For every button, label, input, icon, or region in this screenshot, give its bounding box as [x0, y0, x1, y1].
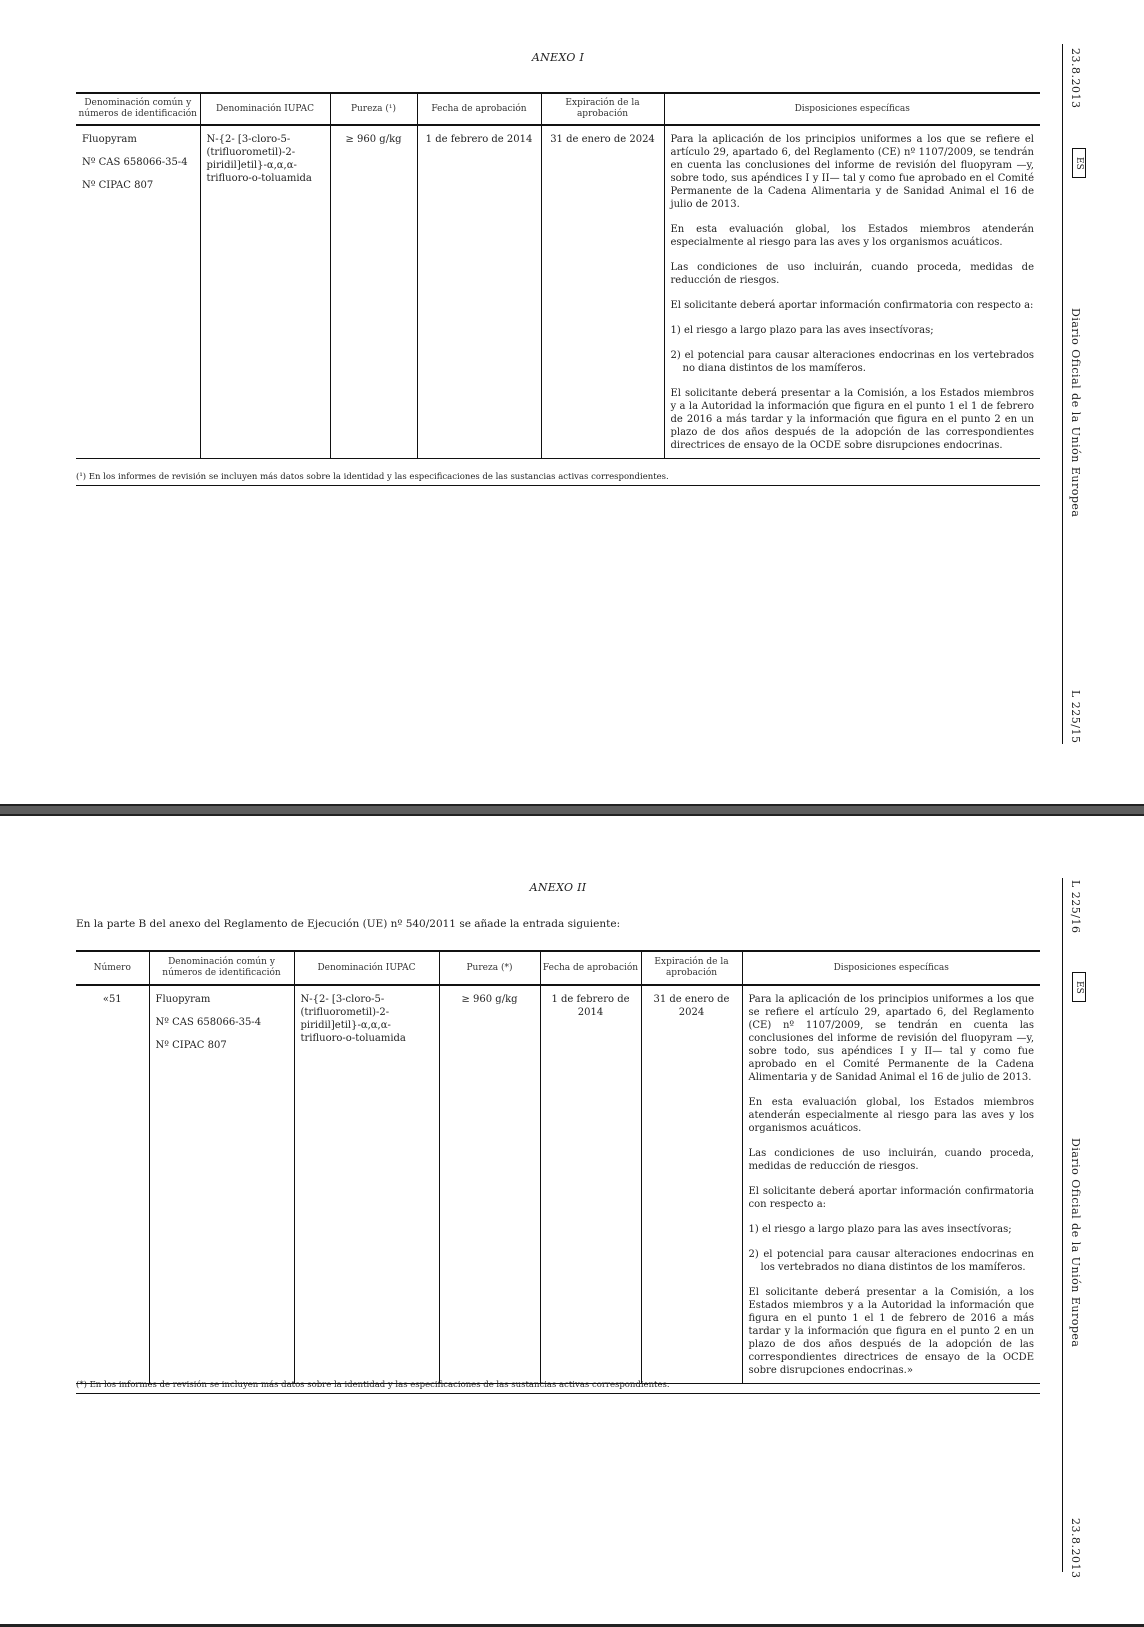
- language-badge: ES: [1072, 148, 1086, 178]
- substance-name: Fluopyram: [155, 994, 211, 1005]
- col-header-name: Denominación común y números de identificación: [149, 951, 294, 985]
- page-number: L 225/15: [1069, 690, 1082, 744]
- margin-rule: [1062, 44, 1063, 744]
- col-header-purity: Pureza (¹): [330, 93, 417, 125]
- cell-identification: [149, 985, 294, 1384]
- col-header-approval: Fecha de aprobación: [417, 93, 541, 125]
- margin-rule: [1062, 878, 1063, 1572]
- cell-iupac: N-{2- [3-cloro-5-(trifluorometil)-2-piridil]etil}-α,α,α-trifluoro-o-toluamida: [294, 985, 439, 1384]
- footnote: (¹) En los informes de revisión se incluyen más datos sobre la identidad y las especificaciones de las sustancias activas correspondientes.: [76, 468, 1040, 486]
- journal-title: Diario Oficial de la Unión Europea: [1069, 308, 1082, 518]
- provision-paragraph: El solicitante deberá aportar información confirmatoria con respecto a:: [748, 1186, 1034, 1210]
- cell-approval-date: 1 de febrero de 2014: [417, 125, 541, 459]
- table-header-row: [76, 93, 1040, 125]
- annex-table: [76, 950, 1040, 1384]
- cell-purity: ≥ 960 g/kg: [439, 985, 540, 1384]
- side-date: 23.8.2013: [1069, 48, 1082, 109]
- cipac-number: Nº CIPAC 807: [82, 180, 154, 191]
- provision-list-item: 1) el riesgo a largo plazo para las aves insectívoras;: [748, 1224, 1012, 1235]
- provision-paragraph: En esta evaluación global, los Estados miembros atenderán especialmente al riesgo para las aves y los organismos acuáticos.: [670, 224, 1034, 248]
- provision-list-item: 1) el riesgo a largo plazo para las aves insectívoras;: [670, 325, 934, 336]
- provision-list-item: 2) el potencial para causar alteraciones endocrinas en los vertebrados no diana distintos de los mamíferos.: [670, 350, 1034, 374]
- annex-table: [76, 92, 1040, 459]
- cell-provisions: [742, 985, 1040, 1384]
- col-header-purity: Pureza (*): [439, 951, 540, 985]
- col-header-expiry: Expiración de la aprobación: [541, 93, 664, 125]
- substance-name: Fluopyram: [82, 134, 137, 145]
- cell-expiry-date: 31 de enero de 2024: [541, 125, 664, 459]
- provision-paragraph: Para la aplicación de los principios uniformes a los que se refiere el artículo 29, apartado 6, del Reglamento (CE) nº 1107/2009, se tendrán en cuenta las conclusiones del informe de revisión del fluopyram —y, sobre todo, sus apéndices I y II— tal y como fue aprobado en el Comité Permanente de la Cadena Alimentaria y de Sanidad Animal el 16 de julio de 2013.: [670, 134, 1034, 210]
- provision-paragraph: El solicitante deberá aportar información confirmatoria con respecto a:: [670, 300, 1034, 311]
- cell-purity: ≥ 960 g/kg: [330, 125, 417, 459]
- cell-expiry-date: 31 de enero de 2024: [641, 985, 742, 1384]
- table-header-row: [76, 951, 1040, 985]
- table-row: [76, 985, 1040, 1384]
- table-row: [76, 125, 1040, 459]
- provision-paragraph: Para la aplicación de los principios uniformes a los que se refiere el artículo 29, apartado 6, del Reglamento (CE) nº 1107/2009, se tendrán en cuenta las conclusiones del informe de revisión del fluopyram —y, sobre todo, sus apéndices I y II— tal y como fue aprobado en el Comité Permanente de la Cadena Alimentaria y de Sanidad Animal el 16 de julio de 2013.: [748, 994, 1034, 1083]
- annex-title: ANEXO I: [531, 51, 585, 64]
- col-header-number: Número: [76, 951, 149, 985]
- cell-number: «51: [76, 985, 149, 1384]
- footnote: (*) En los informes de revisión se incluyen más datos sobre la identidad y las especificaciones de las sustancias activas correspondientes.: [76, 1376, 1040, 1394]
- col-header-iupac: Denominación IUPAC: [294, 951, 439, 985]
- cell-identification: [76, 125, 200, 459]
- provision-list-item: 2) el potencial para causar alteraciones endocrinas en los vertebrados no diana distintos de los mamíferos.: [748, 1249, 1034, 1273]
- col-header-name: Denominación común y números de identificación: [76, 93, 200, 125]
- col-header-iupac: Denominación IUPAC: [200, 93, 330, 125]
- provision-paragraph: El solicitante deberá presentar a la Comisión, a los Estados miembros y a la Autoridad la información que figura en el punto 1 el 1 de febrero de 2016 a más tardar y la información que figura en el punto 2 en un plazo de dos años después de la adopción de las correspondientes directrices de ensayo de la OCDE sobre disrupciones endocrinas.: [670, 388, 1034, 451]
- provision-paragraph: Las condiciones de uso incluirán, cuando proceda, medidas de reducción de riesgos.: [670, 262, 1034, 286]
- annex-title: ANEXO II: [529, 881, 587, 894]
- side-date: 23.8.2013: [1069, 1518, 1082, 1579]
- col-header-provisions: Disposiciones específicas: [742, 951, 1040, 985]
- page-divider: [0, 804, 1144, 816]
- cell-approval-date: 1 de febrero de 2014: [540, 985, 641, 1384]
- provision-paragraph: En esta evaluación global, los Estados miembros atenderán especialmente al riesgo para las aves y los organismos acuáticos.: [748, 1097, 1034, 1134]
- provision-paragraph: El solicitante deberá presentar a la Comisión, a los Estados miembros y a la Autoridad la información que figura en el punto 1 el 1 de febrero de 2016 a más tardar y la información que figura en el punto 2 en un plazo de dos años después de la adopción de las correspondientes directrices de ensayo de la OCDE sobre disrupciones endocrinas.»: [748, 1287, 1034, 1376]
- cell-provisions: [664, 125, 1040, 459]
- provision-paragraph: Las condiciones de uso incluirán, cuando proceda, medidas de reducción de riesgos.: [748, 1148, 1034, 1172]
- journal-title: Diario Oficial de la Unión Europea: [1069, 1138, 1082, 1348]
- col-header-approval: Fecha de aprobación: [540, 951, 641, 985]
- col-header-provisions: Disposiciones específicas: [664, 93, 1040, 125]
- page-1: [0, 0, 1144, 804]
- cell-iupac: N-{2- [3-cloro-5-(trifluorometil)-2-piridil]etil}-α,α,α-trifluoro-o-toluamida: [200, 125, 330, 459]
- page-number: L 225/16: [1069, 880, 1082, 934]
- cipac-number: Nº CIPAC 807: [155, 1040, 227, 1051]
- cas-number: Nº CAS 658066-35-4: [155, 1017, 262, 1028]
- language-badge: ES: [1072, 972, 1086, 1002]
- cas-number: Nº CAS 658066-35-4: [82, 157, 188, 168]
- col-header-expiry: Expiración de la aprobación: [641, 951, 742, 985]
- intro-text: En la parte B del anexo del Reglamento de Ejecución (UE) nº 540/2011 se añade la entrada siguiente:: [76, 918, 621, 930]
